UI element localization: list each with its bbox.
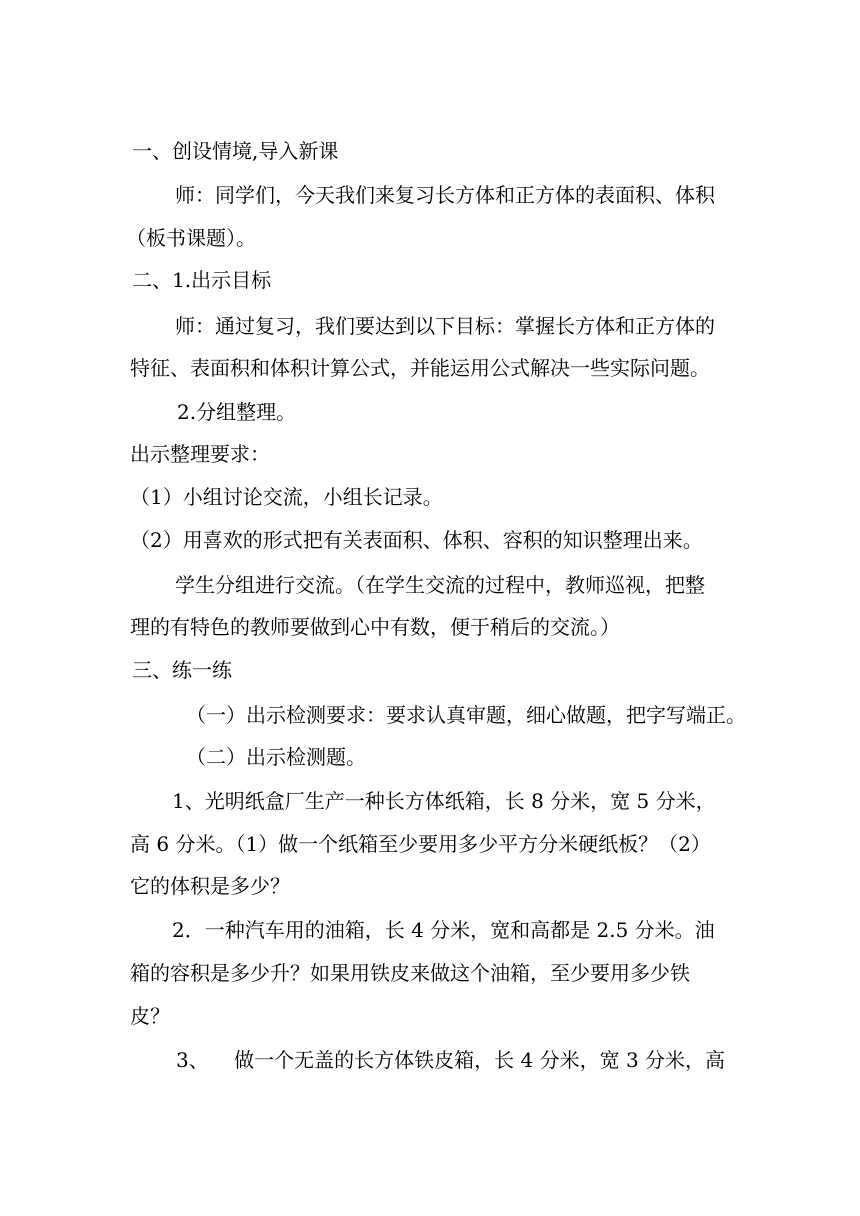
paragraph-line: 特征、表面积和体积计算公式，并能运用公式解决一些实际问题。	[130, 356, 710, 380]
paragraph-line: 学生分组进行交流。（在学生交流的过程中，教师巡视，把整	[175, 573, 705, 597]
exercise-line: 2．一种汽车用的油箱，长 4 分米，宽和高都是 2.5 分米。油	[172, 918, 715, 942]
section-heading-3: 三、练一练	[132, 658, 232, 682]
list-item: （1）小组讨论交流，小组长记录。	[130, 485, 443, 509]
section-heading-2: 二、1.出示目标	[132, 268, 272, 292]
exercise-line: 它的体积是多少？	[130, 874, 290, 898]
paragraph-line: （二）出示检测题。	[186, 745, 366, 769]
exercise-line: 1、光明纸盒厂生产一种长方体纸箱，长 8 分米，宽 5 分米，	[172, 789, 716, 813]
section-heading-1: 一、创设情境,导入新课	[132, 139, 339, 163]
list-item: （2）用喜欢的形式把有关表面积、体积、容积的知识整理出来。	[130, 528, 703, 552]
paragraph-line: （板书课题）。	[126, 226, 256, 250]
paragraph-line: 出示整理要求：	[130, 442, 270, 466]
paragraph-line: （一）出示检测要求：要求认真审题，细心做题，把字写端正。	[186, 703, 746, 727]
exercise-line: 3、 做一个无盖的长方体铁皮箱，长 4 分米，宽 3 分米，高	[176, 1048, 726, 1072]
paragraph-line: 理的有特色的教师要做到心中有数，便于稍后的交流。）	[130, 615, 620, 639]
exercise-line: 皮？	[130, 1004, 170, 1028]
exercise-line: 箱的容积是多少升？如果用铁皮来做这个油箱，至少要用多少铁	[130, 961, 690, 985]
subheading: 2.分组整理。	[177, 400, 297, 424]
paragraph-line: 师：通过复习，我们要达到以下目标：掌握长方体和正方体的	[175, 314, 715, 338]
paragraph-line: 师：同学们，今天我们来复习长方体和正方体的表面积、体积	[175, 183, 715, 207]
exercise-line: 高 6 分米。（1）做一个纸箱至少要用多少平方分米硬纸板？（2）	[130, 832, 711, 856]
